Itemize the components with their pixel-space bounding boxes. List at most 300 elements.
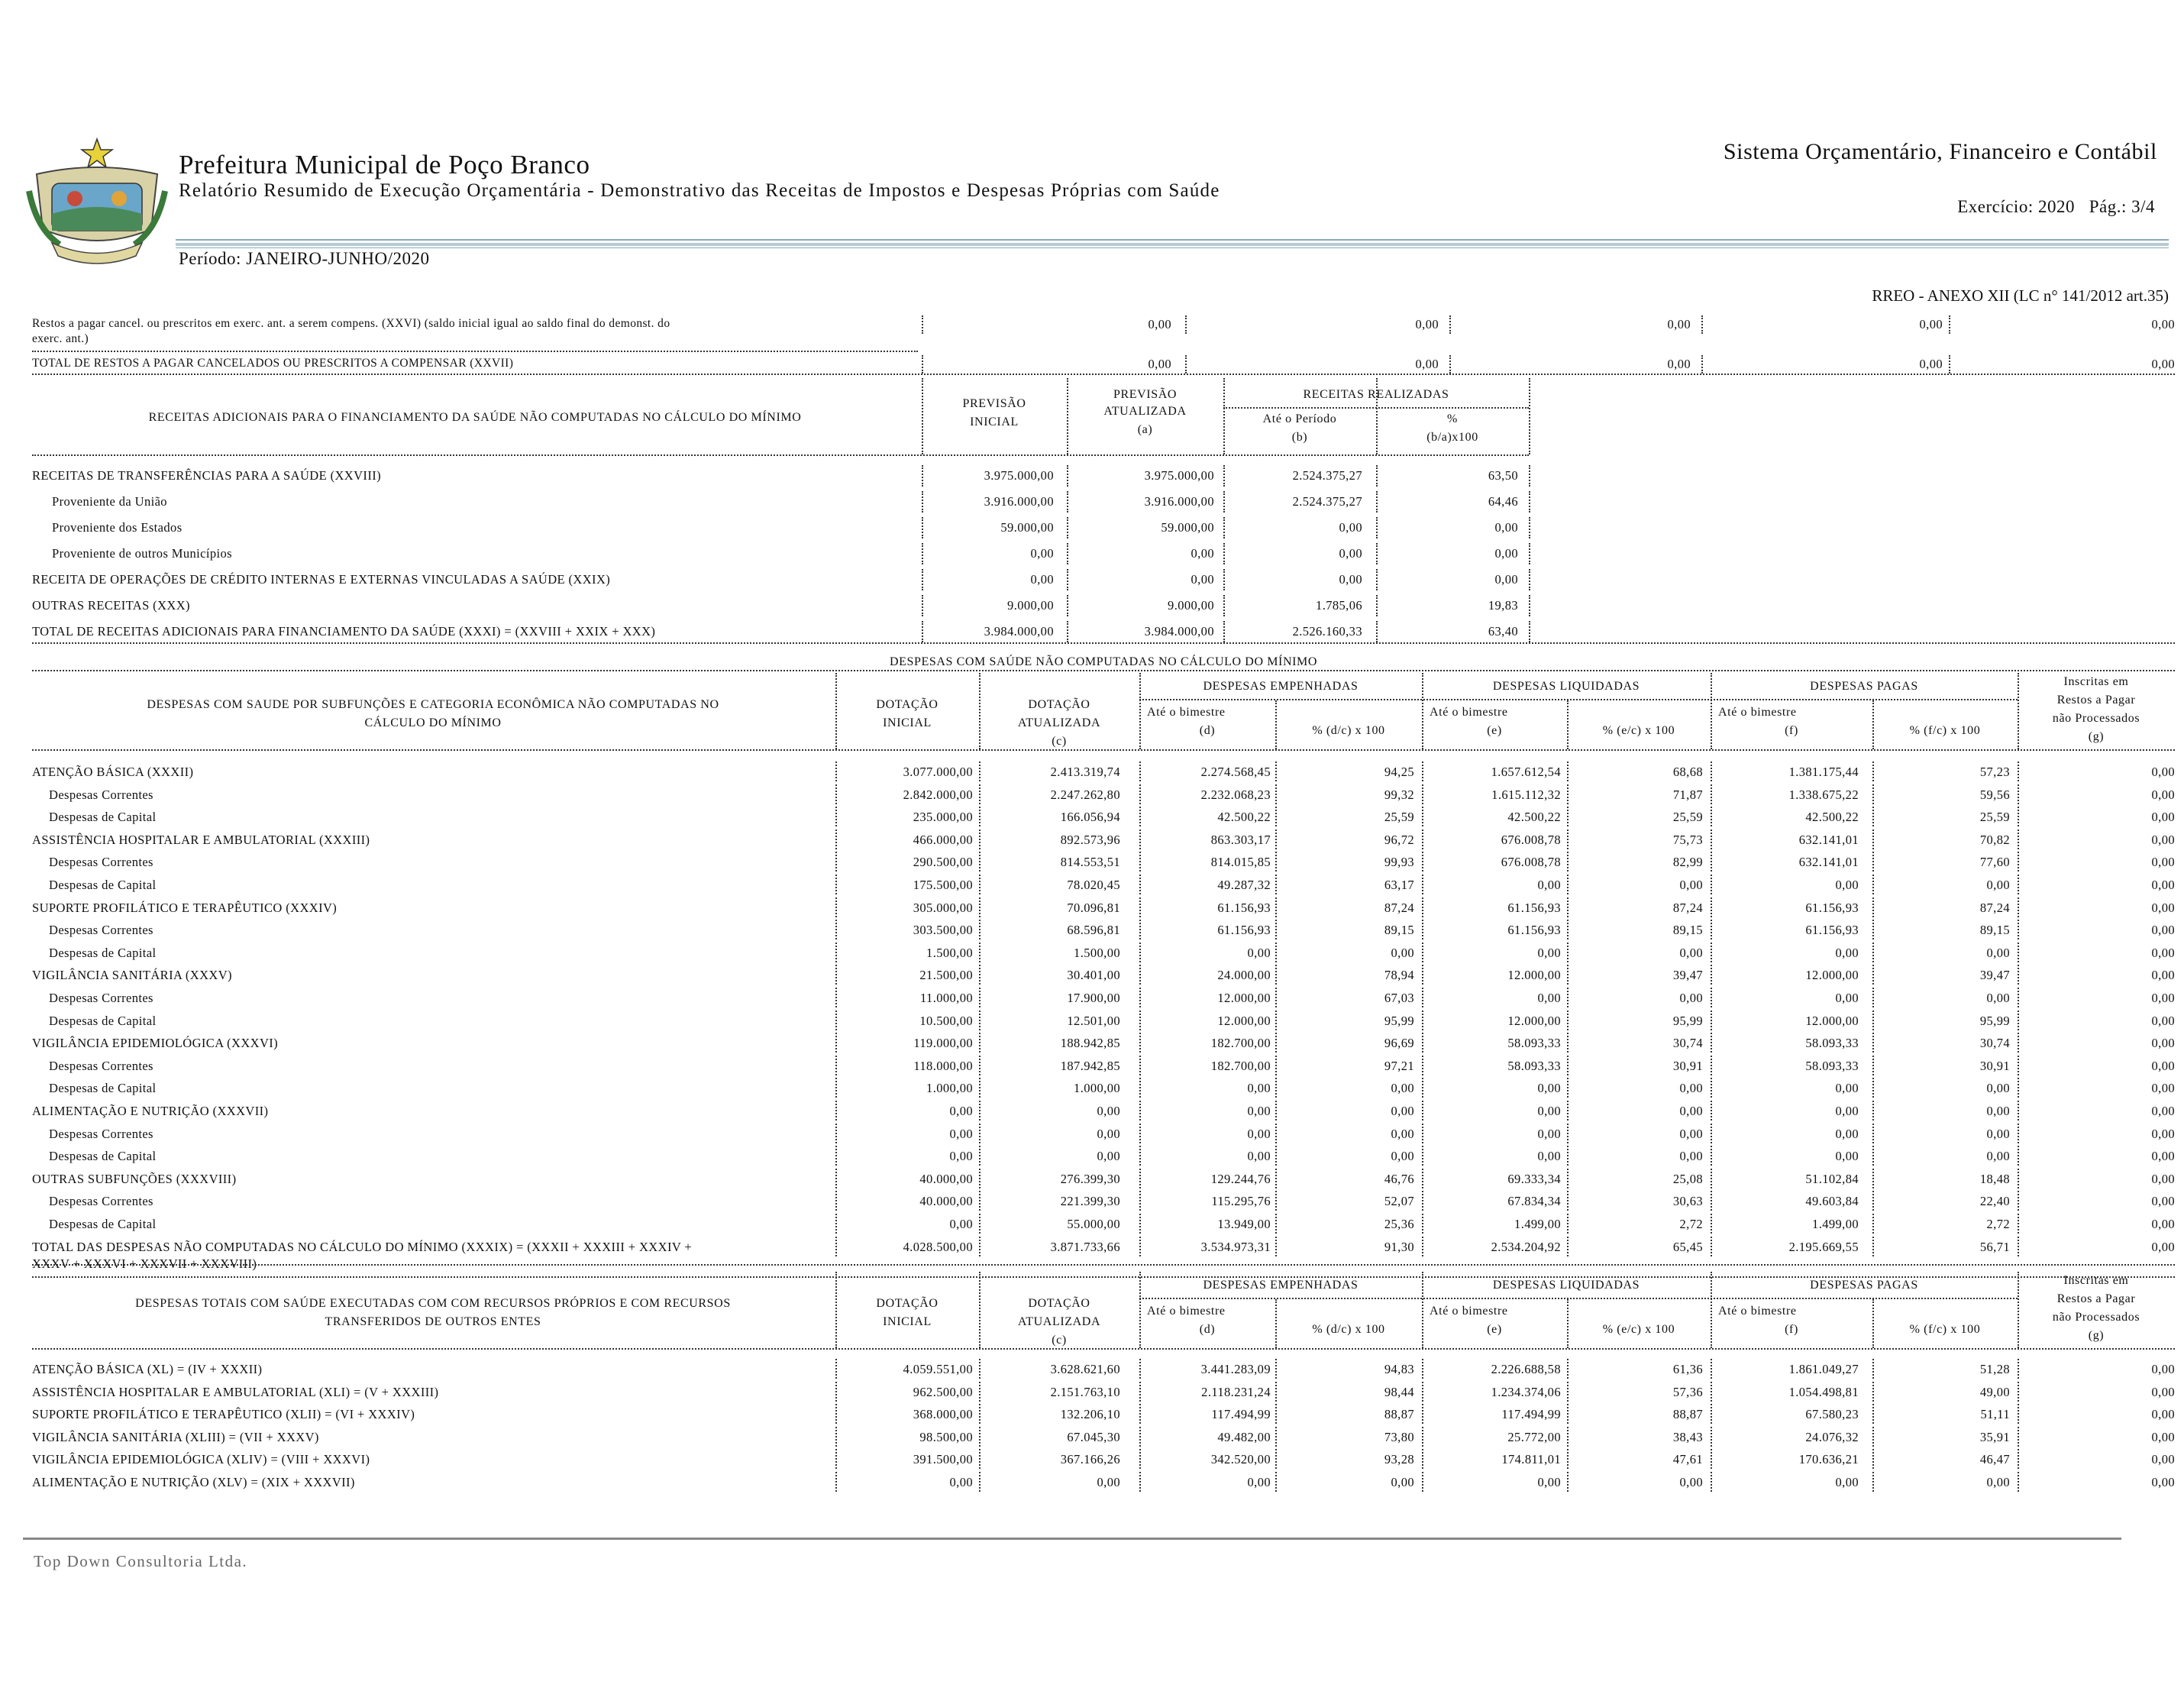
column-separator [1275,1011,1277,1030]
column-separator [1139,762,1141,781]
despesa-row-label: ALIMENTAÇÃO E NUTRIÇÃO (XXXVII) [32,1104,269,1118]
despesa-value: 12.000,00 [1805,1013,1859,1028]
column-separator [979,920,981,939]
despesa-value: 18,48 [1979,1171,2010,1186]
column-separator [1711,965,1712,985]
column-separator [1275,762,1277,781]
despesa-value: 0,00 [1537,1104,1561,1118]
column-separator [1872,1191,1874,1211]
column-separator [1275,1033,1277,1053]
column-separator [1872,1404,1874,1424]
despesa-value: 40.000,00 [919,1194,973,1209]
despesa-row-label: ATENÇÃO BÁSICA (XL) = (IV + XXXII) [32,1362,263,1376]
despesa-value: 2.151.763,10 [1050,1384,1120,1399]
restos-value: 0,00 [1667,317,1691,331]
despesa-row-label: Despesas Correntes [49,923,153,938]
column-separator [1275,1124,1277,1143]
column-separator [1139,1191,1141,1211]
despesa-value: 12.000,00 [1805,968,1859,983]
receitas-value: 0,00 [1339,546,1362,561]
column-separator [979,897,981,917]
column-separator [1872,1299,1874,1348]
column-separator [2018,1191,2019,1211]
despesa-value: 3.871.733,66 [1050,1239,1120,1254]
column-separator [979,1146,981,1166]
despesa-value: 962.500,00 [913,1384,973,1399]
column-separator [1139,784,1141,804]
receitas-value: 59.000,00 [1161,520,1214,535]
column-separator [835,1191,837,1211]
despesa-value: 863.303,17 [1210,832,1271,847]
column-separator [1275,1359,1277,1379]
despesa-value: 1.054.498,81 [1788,1384,1859,1399]
column-separator [1422,988,1423,1007]
receitas-value: 9.000,00 [1168,598,1214,613]
despesa-value: 94,25 [1384,765,1414,779]
despesa-row-label: ASSISTÊNCIA HOSPITALAR E AMBULATORIAL (XXXIII) [32,832,370,847]
column-separator [979,1078,981,1098]
column-separator [1711,1449,1712,1469]
despesa-value: 0,00 [2151,1362,2175,1376]
despesa-value: 466.000,00 [913,832,973,847]
exercise-page-info: Exercício: 2020 Pág.: 3/4 [1957,197,2155,216]
report-title: Relatório Resumido de Execução Orçamentária - Demonstrativo das Receitas de Impostos e Despesas Próprias com Saúde [179,180,1220,201]
despesa-value: 58.093,33 [1507,1058,1561,1073]
column-separator [1275,1449,1277,1469]
despesa-value: 88,87 [1384,1407,1414,1422]
column-separator [1275,1427,1277,1447]
column-separator [979,1033,981,1053]
despesa-value: 30,91 [1672,1058,1703,1073]
restos-value: 0,00 [1919,317,1943,331]
despesa-value: 30.401,00 [1067,968,1120,983]
row-separator [32,454,1529,456]
despesa-value: 0,00 [1835,1475,1859,1489]
column-separator [835,1359,837,1379]
col-liq-ref: (e) [1487,724,1502,737]
despesa-value: 25,59 [1384,810,1414,825]
column-separator [1529,621,1530,642]
despesa-value: 676.008,78 [1501,855,1561,870]
despesa-value: 0,00 [949,1126,973,1141]
despesa-value: 0,00 [1097,1149,1120,1164]
receitas-value: 0,00 [1191,572,1214,587]
column-separator [1567,965,1569,985]
col-previsao-inicial: PREVISÃO [962,397,1026,410]
column-separator [922,569,923,590]
column-separator [835,1124,837,1143]
col-inscritas-rp-2: Restos a Pagar [2056,1292,2136,1305]
col-previsao-atualizada-ref: (a) [1137,423,1153,436]
despesa-row-label: OUTRAS SUBFUNÇÕES (XXXVIII) [32,1171,237,1186]
despesa-value: 0,00 [1391,1149,1414,1164]
despesa-value: 0,00 [1986,991,2010,1005]
col-emp-percentual: % (d/c) x 100 [1312,724,1385,737]
despesa-value: 77,60 [1979,855,2010,870]
column-separator [979,1169,981,1188]
despesa-value: 0,00 [2151,945,2175,960]
despesa-value: 182.700,00 [1210,1058,1271,1073]
despesa-value: 2,72 [1986,1217,2010,1231]
column-separator [2018,673,2019,749]
despesa-value: 118.000,00 [913,1058,973,1073]
column-separator [1567,1214,1569,1234]
column-separator [835,1382,837,1402]
despesa-value: 58.093,33 [1805,1036,1859,1051]
column-separator [835,829,837,849]
column-separator [1872,1078,1874,1098]
column-separator [1529,491,1530,513]
column-separator [979,1359,981,1379]
column-separator [1139,1427,1141,1447]
despesa-value: 0,00 [1679,1149,1703,1164]
column-separator [1711,1214,1712,1234]
column-separator [2018,1237,2019,1256]
receitas-value: 1.785,06 [1316,598,1362,613]
column-separator [2018,1056,2019,1075]
receitas-value: 9.000,00 [1007,598,1054,613]
column-separator [1711,1404,1712,1424]
despesa-value: 2.226.688,58 [1491,1362,1561,1376]
despesa-value: 2.274.568,45 [1200,765,1271,779]
despesa-value: 0,00 [2151,1171,2175,1186]
despesa-value: 12.000,00 [1217,1013,1271,1028]
column-separator [1275,920,1277,939]
column-separator [835,1101,837,1120]
column-separator [1872,1237,1874,1256]
column-separator [1567,852,1569,871]
despesa-value: 35,91 [1979,1429,2010,1444]
col-inscritas-rp-ref: (g) [2088,1329,2105,1342]
despesa-value: 68,68 [1672,765,1703,779]
despesa-value: 0,00 [1247,1104,1271,1118]
column-separator [922,378,923,454]
col-dotacao-inicial: DOTAÇÃO [876,1297,939,1310]
despesa-value: 0,00 [1537,1149,1561,1164]
column-separator [2018,1146,2019,1166]
column-separator [1067,491,1068,513]
column-separator [1376,543,1378,564]
column-separator [1223,543,1225,564]
header-divider-thin [176,247,2169,248]
despesa-row-label: TOTAL DAS DESPESAS NÃO COMPUTADAS NO CÁLCULO DO MÍNIMO (XXXIX) = (XXXII + XXXIII + XXXIV + [32,1239,693,1254]
col-dotacao-atualizada: DOTAÇÃO [1028,1297,1090,1310]
column-separator [1422,1101,1423,1120]
column-separator [979,807,981,826]
column-separator [1872,920,1874,939]
column-separator [1872,784,1874,804]
column-separator [1422,1237,1423,1256]
column-separator [1422,1056,1423,1075]
despesa-value: 175.500,00 [913,878,973,892]
restos-row-label: TOTAL DE RESTOS A PAGAR CANCELADOS OU PRESCRITOS A COMPENSAR (XXVII) [32,357,514,370]
despesa-value: 305.000,00 [913,900,973,915]
col-emp-ref: (d) [1199,724,1216,737]
despesa-value: 0,00 [1835,1081,1859,1096]
despesa-value: 25,08 [1672,1171,1703,1186]
receitas-value: 2.526.160,33 [1292,624,1362,639]
column-separator [1567,1472,1569,1492]
column-separator [1275,988,1277,1007]
despesa-value: 94,83 [1384,1362,1414,1376]
column-separator [1067,465,1068,487]
despesa-value: 30,74 [1672,1036,1703,1051]
column-separator [1275,875,1277,894]
column-separator [1872,1427,1874,1447]
column-separator [2018,829,2019,849]
despesa-value: 2.413.319,74 [1050,765,1120,779]
annex-reference: RREO - ANEXO XII (LC n° 141/2012 art.35) [1872,286,2169,305]
column-separator [1872,988,1874,1007]
column-separator [1139,1382,1141,1402]
column-separator [922,465,923,487]
column-separator [1711,1237,1712,1256]
column-separator [1711,988,1712,1007]
despesa-row-label: Despesas Correntes [49,1126,153,1141]
column-separator [1422,965,1423,985]
col-pag-ref: (f) [1785,724,1798,737]
column-separator [1567,1033,1569,1053]
despesa-value: 56,71 [1979,1239,2010,1254]
despesa-value: 0,00 [1835,1104,1859,1118]
column-separator [2018,762,2019,781]
receitas-row-label: RECEITA DE OPERAÇÕES DE CRÉDITO INTERNAS E EXTERNAS VINCULADAS A SAÚDE (XXIX) [32,572,611,587]
col-despesas-liquidadas: DESPESAS LIQUIDADAS [1492,1279,1640,1292]
column-separator [1711,829,1712,849]
receitas-row-label: Proveniente da União [52,494,167,509]
column-separator [1422,852,1423,871]
despesa-value: 61.156,93 [1507,923,1561,938]
col-ate-periodo: Até o Período [1262,412,1337,425]
col-emp-percentual: % (d/c) x 100 [1312,1323,1385,1336]
col-despesas-pagas: DESPESAS PAGAS [1810,680,1918,693]
column-separator [1567,829,1569,849]
column-separator [1223,569,1225,590]
despesa-value: 0,00 [1986,1126,2010,1141]
receitas-value: 0,00 [1339,572,1362,587]
column-separator [1711,1272,1712,1348]
column-separator [1139,1272,1141,1348]
column-separator [2018,897,2019,917]
column-separator [835,784,837,804]
column-separator [979,1101,981,1120]
despesa-value: 69.333,34 [1507,1171,1561,1186]
despesas-nao-computadas-section [32,653,2175,1271]
despesa-value: 221.399,30 [1060,1194,1120,1209]
column-separator [1711,1359,1712,1379]
system-name: Sistema Orçamentário, Financeiro e Contábil [1723,139,2157,164]
column-separator [1872,1101,1874,1120]
column-separator [1139,807,1141,826]
receitas-row-label: RECEITAS DE TRANSFERÊNCIAS PARA A SAÚDE (XXVIII) [32,468,382,483]
column-separator [1422,1449,1423,1469]
receitas-value: 2.524.375,27 [1292,468,1362,483]
despesa-value: 98.500,00 [919,1429,973,1444]
despesa-value: 1.500,00 [1074,945,1120,960]
receitas-value: 63,40 [1488,624,1518,639]
column-separator [1567,1056,1569,1075]
despesa-row-label: Despesas Correntes [49,787,153,802]
despesa-row-label: Despesas Correntes [49,1058,153,1073]
despesa-value: 0,00 [1537,945,1561,960]
receitas-row-label: Proveniente de outros Municípios [52,546,232,561]
col-dotacao-atualizada-sub: ATUALIZADA [1017,716,1101,729]
column-separator [979,829,981,849]
despesa-value: 676.008,78 [1501,832,1561,847]
col-previsao-atualizada-sub: ATUALIZADA [1103,405,1187,418]
despesa-value: 58.093,33 [1805,1058,1859,1073]
despesa-value: 71,87 [1672,787,1703,802]
despesa-value: 51,11 [1980,1407,2010,1422]
column-separator [1567,1191,1569,1211]
column-separator [2018,875,2019,894]
column-separator [2018,1101,2019,1120]
column-separator [835,807,837,826]
despesa-value: 290.500,00 [913,855,973,870]
receitas-value: 0,00 [1191,546,1214,561]
column-separator [1422,1191,1423,1211]
despesa-value: 0,00 [2151,1194,2175,1209]
column-separator [1422,1272,1423,1348]
despesa-row-label: ATENÇÃO BÁSICA (XXXII) [32,765,194,779]
column-separator [1275,965,1277,985]
despesa-value: 276.399,30 [1060,1171,1120,1186]
column-separator [1872,1124,1874,1143]
column-separator [1275,1404,1277,1424]
col-dotacao-atualizada-ref: (c) [1052,1334,1067,1347]
despesa-value: 1.615.112,32 [1491,787,1561,802]
header-divider-band [176,243,2169,246]
column-separator [1711,807,1712,826]
despesa-value: 0,00 [1835,991,1859,1005]
col-inscritas-rp: Inscritas em [2063,1274,2129,1287]
column-separator [1139,852,1141,871]
despesa-row-label: SUPORTE PROFILÁTICO E TERAPÊUTICO (XLII) = (VI + XXXIV) [32,1407,415,1422]
despesa-value: 88,87 [1672,1407,1703,1422]
organization-name: Prefeitura Municipal de Poço Branco [179,150,590,179]
column-separator [835,897,837,917]
column-separator [835,762,837,781]
column-separator [2018,1382,2019,1402]
row-separator [32,351,918,352]
column-separator [1422,920,1423,939]
column-separator [1872,1449,1874,1469]
column-separator [1139,1472,1141,1492]
despesa-value: 68.596,81 [1067,923,1120,938]
column-separator [979,852,981,871]
despesa-value: 0,00 [1679,945,1703,960]
column-separator [979,762,981,781]
despesa-value: 129.244,76 [1210,1171,1271,1186]
despesa-row-label: Despesas de Capital [49,810,157,825]
column-separator [2018,943,2019,962]
column-separator [979,1272,981,1348]
col-inscritas-rp-3: não Processados [2052,712,2140,725]
column-separator [1422,1214,1423,1234]
col-pag-ate-bimestre: Até o bimestre [1718,1305,1797,1318]
column-separator [1067,595,1068,616]
despesa-value: 38,43 [1672,1429,1703,1444]
column-separator [1422,1033,1423,1053]
column-separator [1422,673,1423,749]
col-inscritas-rp-2: Restos a Pagar [2056,694,2136,707]
column-separator [1275,1237,1277,1256]
despesa-value: 170.636,21 [1798,1452,1859,1467]
column-separator [1711,1124,1712,1143]
column-separator [979,1011,981,1030]
despesa-value: 391.500,00 [913,1452,973,1467]
column-separator [1139,1359,1141,1379]
column-separator [1567,897,1569,917]
column-separator [2018,1449,2019,1469]
column-separator [1711,784,1712,804]
receitas-row-label: TOTAL DE RECEITAS ADICIONAIS PARA FINANCIAMENTO DA SAÚDE (XXXI) = (XXVIII + XXIX + XXX) [32,624,656,639]
row-separator [32,1264,2175,1266]
col-pag-ref: (f) [1785,1323,1798,1336]
column-separator [1139,1237,1141,1256]
column-separator [1223,517,1225,538]
column-separator [1872,965,1874,985]
column-separator [1872,1359,1874,1379]
despesa-value: 89,15 [1672,923,1703,938]
despesa-value: 30,63 [1672,1194,1703,1209]
column-separator [1185,355,1187,373]
column-separator [1067,378,1068,454]
col-pag-percentual: % (f/c) x 100 [1909,1323,1981,1336]
column-separator [1422,762,1423,781]
column-separator [1567,1359,1569,1379]
despesa-value: 0,00 [2151,1384,2175,1399]
column-separator [835,875,837,894]
despesa-value: 0,00 [2151,1104,2175,1118]
column-separator [979,875,981,894]
column-separator [1872,1146,1874,1166]
despesa-value: 42.500,22 [1507,810,1561,825]
despesa-value: 78.020,45 [1067,878,1120,892]
col-despesas-liquidadas: DESPESAS LIQUIDADAS [1492,680,1640,693]
row-separator [32,373,2175,375]
despesa-value: 3.077.000,00 [903,765,973,779]
despesa-value: 57,36 [1672,1384,1703,1399]
col-emp-ate-bimestre: Até o bimestre [1147,1305,1226,1318]
column-separator [1529,595,1530,616]
receitas-value: 0,00 [1494,572,1518,587]
despesa-value: 368.000,00 [913,1407,973,1422]
column-separator [1223,621,1225,642]
restos-value: 0,00 [1415,317,1439,331]
column-separator [979,1056,981,1075]
despesa-value: 0,00 [1986,1149,2010,1164]
column-separator [1422,943,1423,962]
despesa-row-label: ALIMENTAÇÃO E NUTRIÇÃO (XLV) = (XIX + XXXVII) [32,1475,355,1489]
column-separator [1711,920,1712,939]
despesa-value: 61.156,93 [1217,923,1271,938]
col-ate-periodo-ref: (b) [1291,431,1308,444]
despesa-value: 98,44 [1384,1384,1414,1399]
despesa-value: 40.000,00 [919,1171,973,1186]
column-separator [1449,355,1451,373]
despesa-row-label: Despesas Correntes [49,991,153,1005]
column-separator [1567,1404,1569,1424]
column-separator [1872,1382,1874,1402]
column-separator [979,1214,981,1234]
receitas-value: 0,00 [1030,546,1054,561]
column-separator [835,1214,837,1234]
despesas-table-title-cont: TRANSFERIDOS DE OUTROS ENTES [325,1315,541,1328]
despesa-value: 30,74 [1979,1036,2010,1051]
despesa-value: 187.942,85 [1060,1058,1120,1073]
despesa-value: 67.834,34 [1507,1194,1561,1209]
